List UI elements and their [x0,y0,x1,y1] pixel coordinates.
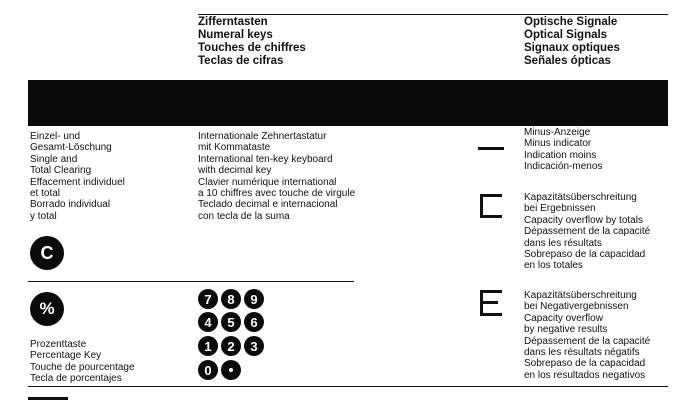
text-line: Borrado individual [30,199,111,211]
text-line: Total Clearing [30,165,92,177]
clear-key[interactable] [30,236,64,270]
key-8[interactable] [221,289,241,309]
heading-line: Numeral keys [198,29,273,41]
text-line: Sobrepaso de la capacidad [524,358,646,370]
key-7[interactable] [198,289,218,309]
key-label: 1 [204,338,212,354]
clear-key-label: C [40,242,54,263]
text-line: Gesamt-Löschung [30,142,112,154]
heading-line: Zifferntasten [198,16,268,28]
text-line: Sobrepaso de la capacidad [524,249,646,261]
heading-line: Teclas de cifras [198,55,284,67]
text-line: en los resultados negativos [524,369,646,381]
key-4[interactable] [198,312,218,332]
key-2[interactable] [221,336,241,356]
text-line: Kapazitätsüberschreitung [524,290,637,301]
text-line: Tecla de porcentajes [30,373,122,385]
key-label: 5 [227,314,235,330]
keyboard-description [198,131,355,222]
optical-signals-heading [524,16,620,68]
text-line: y total [30,210,57,222]
heading-line: Touches de chiffres [198,42,306,54]
key-label: 6 [250,314,258,330]
text-line: Percentage Key [30,350,102,362]
text-line: Dépassement de la capacité [524,335,651,347]
numeral-keys-heading [198,16,306,68]
percentage-key-label: % [39,299,55,318]
text-line: International ten-key keyboard [198,153,333,165]
text-line: Dépassement de la capacité [524,226,651,238]
numeric-keypad [198,289,268,381]
key-label: 4 [204,314,212,330]
text-line: et total [30,188,61,200]
text-line: Kapazitätsüberschreitung [524,192,637,203]
heading-line: Signaux optiques [524,42,620,54]
top-rule [198,14,668,15]
text-line: a 10 chiffres avec touche de virgule [198,188,356,200]
key-label: 3 [250,338,258,354]
text-line: Single and [30,153,78,165]
overflow-totals-symbol-icon [480,194,502,218]
heading-line: Señales ópticas [524,55,611,67]
text-line: bei Ergebnissen [524,203,596,215]
clearing-description [30,131,125,222]
text-line: con tecla de la suma [198,210,290,222]
key-label: 2 [227,338,235,354]
display-band [28,80,668,126]
key-label: 8 [227,291,235,307]
text-line: Indicación-menos [524,161,603,173]
key-9[interactable] [244,289,264,309]
percentage-description [30,339,135,385]
text-line: Internationale Zehnertastatur [198,131,327,142]
text-line: dans les résultats négatifs [524,347,640,359]
key-5[interactable] [221,312,241,332]
minus-indicator-description [524,127,602,173]
text-line: with decimal key [198,165,272,177]
overflow-negative-symbol-icon [480,290,502,316]
text-line: Effacement individuel [30,176,125,188]
overflow-totals-description [524,192,650,272]
text-line: bei Negativergebnissen [524,301,629,313]
percentage-key[interactable] [30,292,64,326]
bottom-rule [28,386,668,387]
text-line: Touche de pourcentage [30,361,135,373]
text-line: mit Kommataste [198,142,271,154]
key-label: 0 [204,362,212,378]
key-6[interactable] [244,312,264,332]
key-label: 7 [204,291,212,307]
text-line: Indication moins [524,149,597,161]
text-line: Einzel- und [30,131,81,142]
heading-line: Optische Signale [524,16,618,28]
text-line: Capacity overflow by totals [524,214,643,226]
key-1[interactable] [198,336,218,356]
text-line: Clavier numérique international [198,176,337,188]
text-line: Minus indicator [524,138,592,150]
key-3[interactable] [244,336,264,356]
decimal-dot-icon [229,368,233,372]
text-line: Prozenttaste [30,339,87,350]
text-line: dans les résultats [524,237,602,249]
text-line: Capacity overflow [524,312,603,324]
text-line: by negative results [524,324,608,336]
decimal-key[interactable] [221,360,241,380]
key-0[interactable] [198,360,218,380]
minus-indicator-symbol-icon [478,147,504,150]
overflow-negative-description [524,290,650,381]
section-rule [28,281,354,282]
text-line: Minus-Anzeige [524,127,591,138]
text-line: Teclado decimal e internacional [198,199,338,211]
key-label: 9 [250,291,258,307]
text-line: en los totales [524,260,583,272]
heading-line: Optical Signals [524,29,608,41]
